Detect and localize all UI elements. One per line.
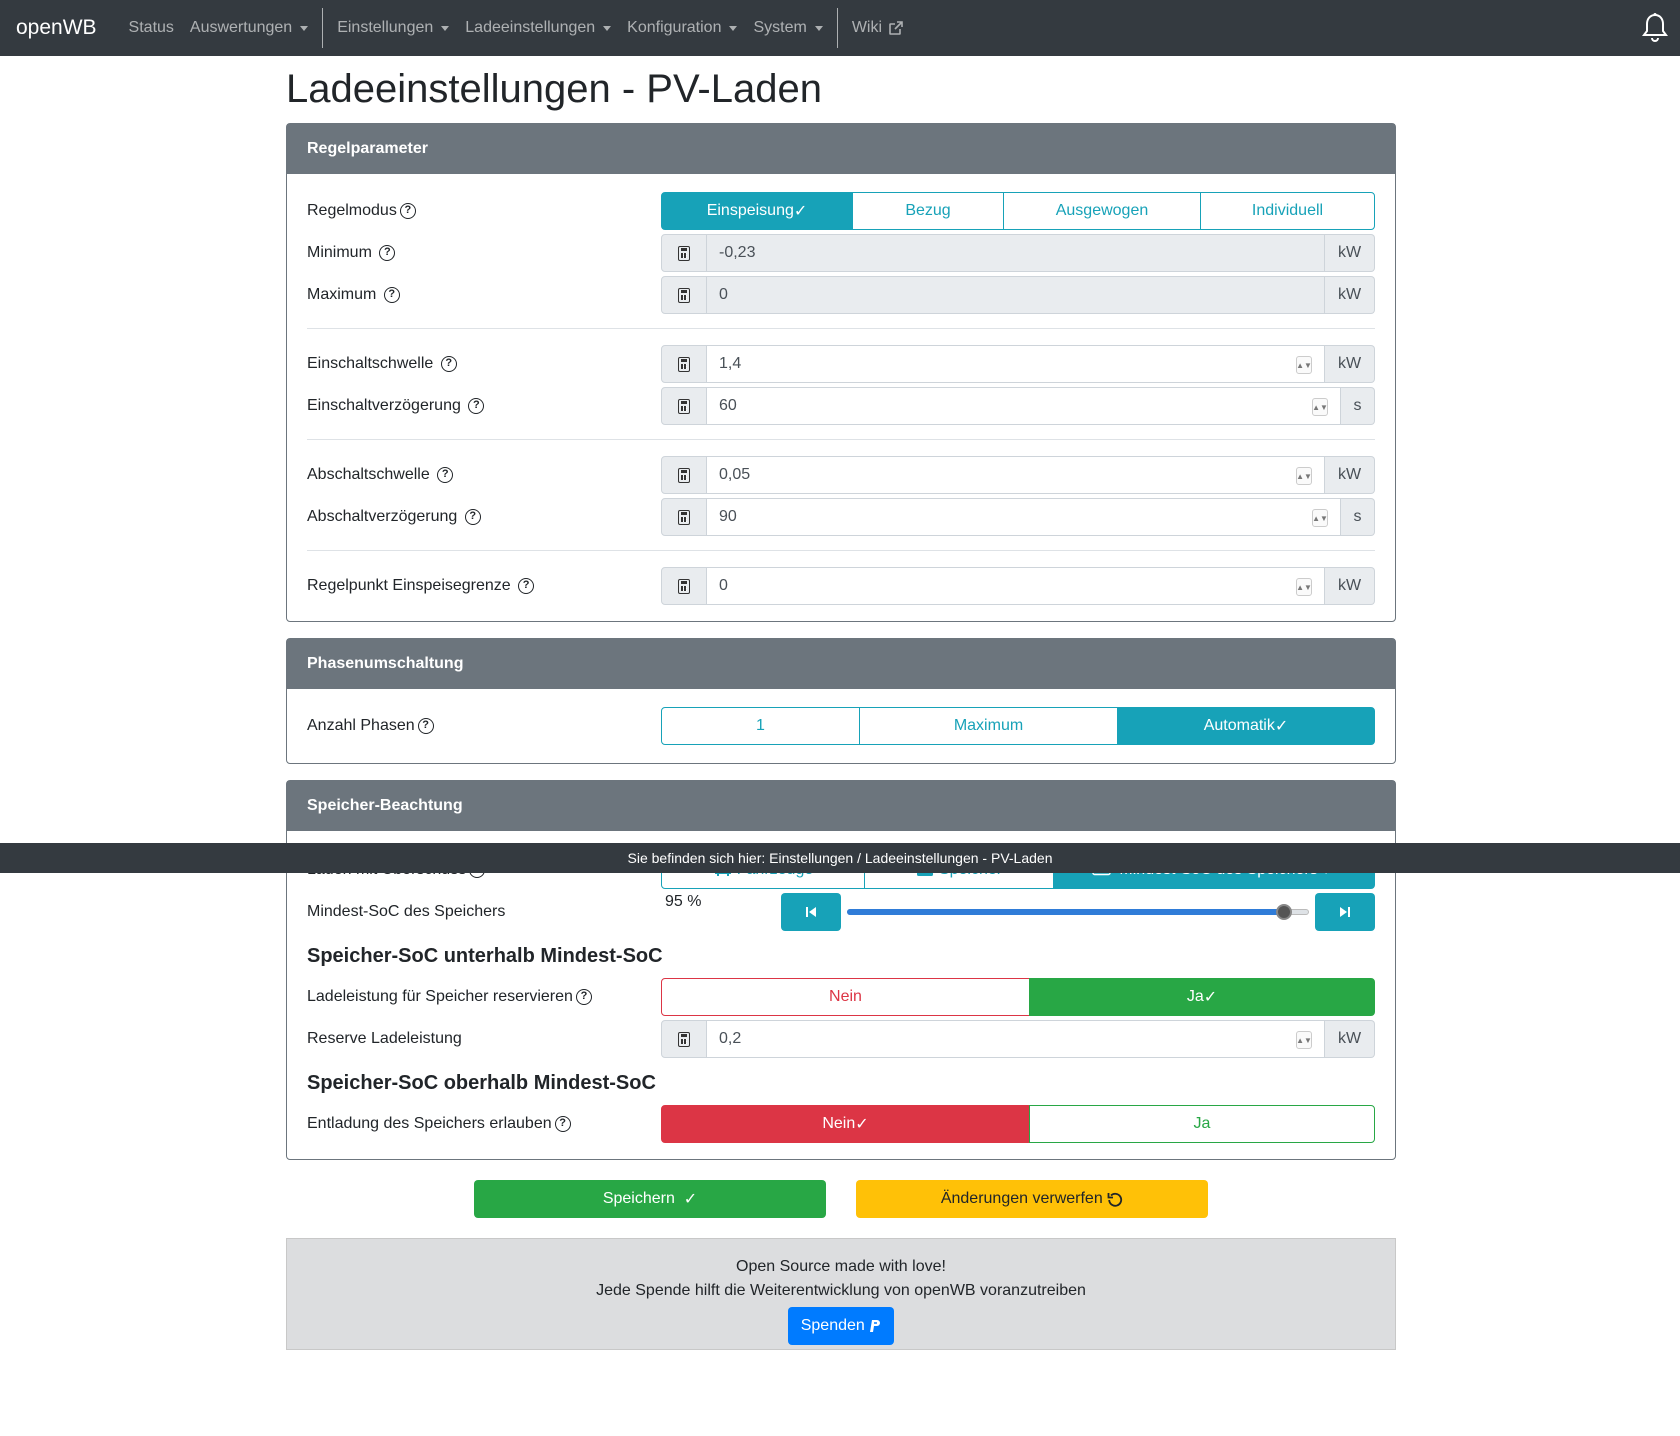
spinner-icon[interactable]: ▲▼ <box>1296 578 1312 596</box>
caret-down-icon <box>300 26 308 31</box>
help-icon[interactable]: ? <box>437 467 453 483</box>
regelmodus-einspeisung-button[interactable]: Einspeisung ✓ <box>661 192 853 230</box>
caret-down-icon <box>441 26 449 31</box>
abschaltverzoegerung-label: Abschaltverzögerung <box>307 508 458 525</box>
row-maximum <box>307 276 1375 314</box>
help-icon[interactable]: ? <box>418 718 434 734</box>
regelmodus-bezug-button[interactable]: Bezug <box>852 192 1004 230</box>
check-icon: ✓ <box>1274 718 1289 735</box>
row-reservieren <box>307 978 1375 1016</box>
row-einschaltverzoegerung <box>307 387 1375 425</box>
calculator-icon <box>661 387 707 425</box>
footer-line1: Open Source made with love! <box>736 1258 946 1275</box>
calculator-icon <box>661 1020 707 1058</box>
card-phasenumschaltung <box>286 638 1396 764</box>
mindest-soc-value: 95 % <box>665 893 702 910</box>
calculator-icon <box>661 276 707 314</box>
regelmodus-individuell-button[interactable]: Individuell <box>1200 192 1375 230</box>
card-header-regelparameter: Regelparameter <box>287 124 1395 174</box>
nav-system-label: System <box>753 19 807 36</box>
check-icon: ✓ <box>855 1116 869 1133</box>
entladung-group <box>661 1105 1375 1143</box>
reservieren-label: Ladeleistung für Speicher reservieren <box>307 988 573 1005</box>
help-icon[interactable]: ? <box>518 578 534 594</box>
unit-kw: kW <box>1325 234 1375 272</box>
row-regelpunkt <box>307 567 1375 605</box>
card-speicher <box>286 780 1396 1160</box>
phasen-1-button[interactable]: 1 <box>661 707 860 745</box>
unit-s: s <box>1341 387 1375 425</box>
help-icon[interactable]: ? <box>441 356 457 372</box>
entladung-ja-button[interactable]: Ja <box>1029 1105 1375 1143</box>
breadcrumb: Sie befinden sich hier: Einstellungen / Ladeeinstellungen - PV-Laden <box>0 843 1680 873</box>
unit-kw: kW <box>1325 567 1375 605</box>
nav-einstellungen-label: Einstellungen <box>337 19 434 36</box>
donate-button[interactable]: Spenden <box>788 1307 894 1345</box>
regelpunkt-label: Regelpunkt Einspeisegrenze <box>307 577 511 594</box>
abschaltschwelle-input[interactable]: 0,05 ▲▼ <box>707 456 1325 494</box>
skip-start-button[interactable] <box>781 893 841 931</box>
einschaltverzoegerung-input[interactable]: 60 ▲▼ <box>707 387 1341 425</box>
undo-icon <box>1107 1191 1123 1207</box>
discard-button[interactable]: Änderungen verwerfen <box>856 1180 1208 1218</box>
spinner-icon[interactable]: ▲▼ <box>1296 467 1312 485</box>
unit-s: s <box>1341 498 1375 536</box>
unterhalb-heading: Speicher-SoC unterhalb Mindest-SoC <box>307 945 663 967</box>
slider-thumb[interactable] <box>1276 904 1292 920</box>
help-icon[interactable]: ? <box>384 287 400 303</box>
divider <box>307 439 1375 440</box>
caret-down-icon <box>815 26 823 31</box>
row-reserve <box>307 1020 1375 1058</box>
reservieren-ja-button[interactable]: Ja ✓ <box>1029 978 1375 1016</box>
nav-ladeeinstellungen[interactable] <box>457 0 619 56</box>
action-bar <box>286 1180 1396 1218</box>
card-regelparameter <box>286 123 1396 622</box>
divider <box>307 550 1375 551</box>
nav-auswertungen-label: Auswertungen <box>189 19 293 36</box>
regelpunkt-input[interactable]: 0 ▲▼ <box>707 567 1325 605</box>
maximum-field: 0 <box>707 276 1325 314</box>
row-abschaltverzoegerung <box>307 498 1375 536</box>
nav-status[interactable] <box>121 0 182 56</box>
nav-divider <box>837 8 838 48</box>
divider <box>307 328 1375 329</box>
spinner-icon[interactable]: ▲▼ <box>1312 509 1328 527</box>
nav-einstellungen[interactable] <box>329 0 457 56</box>
row-minimum <box>307 234 1375 272</box>
unit-kw: kW <box>1325 276 1375 314</box>
reserve-input[interactable]: 0,2 ▲▼ <box>707 1020 1325 1058</box>
help-icon[interactable]: ? <box>555 1116 571 1132</box>
check-icon: ✓ <box>683 1191 698 1208</box>
calculator-icon <box>661 567 707 605</box>
calculator-icon <box>661 498 707 536</box>
unit-kw: kW <box>1325 456 1375 494</box>
paypal-icon <box>869 1319 881 1333</box>
row-mindest-soc <box>307 893 1375 931</box>
help-icon[interactable]: ? <box>576 989 592 1005</box>
row-abschaltschwelle <box>307 456 1375 494</box>
phasen-automatik-button[interactable]: Automatik ✓ <box>1117 707 1375 745</box>
phasen-group <box>661 707 1375 745</box>
nav-auswertungen[interactable] <box>182 0 316 56</box>
skip-start-icon <box>804 905 818 919</box>
bell-icon[interactable] <box>1640 12 1670 44</box>
spinner-icon[interactable]: ▲▼ <box>1296 1031 1312 1049</box>
einschaltschwelle-label: Einschaltschwelle <box>307 355 434 372</box>
nav-wiki[interactable] <box>844 0 912 56</box>
reserve-label: Reserve Ladeleistung <box>307 1030 462 1047</box>
nav-konfiguration-label: Konfiguration <box>627 19 722 36</box>
calculator-icon <box>661 234 707 272</box>
unit-kw: kW <box>1325 345 1375 383</box>
phasen-maximum-button[interactable]: Maximum <box>859 707 1118 745</box>
abschaltverzoegerung-input[interactable]: 90 ▲▼ <box>707 498 1341 536</box>
minimum-label: Minimum <box>307 244 372 261</box>
entladung-nein-button[interactable]: Nein ✓ <box>661 1105 1030 1143</box>
nav-status-label: Status <box>128 19 174 36</box>
anzahl-phasen-label: Anzahl Phasen <box>307 717 415 734</box>
page-title: Ladeeinstellungen - PV-Laden <box>286 67 822 111</box>
nav-system[interactable] <box>745 0 830 56</box>
nav-konfiguration[interactable] <box>619 0 745 56</box>
calculator-icon <box>661 456 707 494</box>
oberhalb-heading: Speicher-SoC oberhalb Mindest-SoC <box>307 1072 656 1094</box>
card-header-phasen: Phasenumschaltung <box>287 639 1395 689</box>
spinner-icon[interactable]: ▲▼ <box>1296 356 1312 374</box>
regelmodus-ausgewogen-button[interactable]: Ausgewogen <box>1003 192 1201 230</box>
calculator-icon <box>661 345 707 383</box>
einschaltschwelle-input[interactable]: 1,4 ▲▼ <box>707 345 1325 383</box>
check-icon: ✓ <box>1203 989 1218 1006</box>
footer <box>286 1238 1396 1350</box>
help-icon[interactable]: ? <box>400 203 416 219</box>
reservieren-group <box>661 978 1375 1016</box>
einschaltverzoegerung-label: Einschaltverzögerung <box>307 397 461 414</box>
top-navbar <box>0 0 1680 56</box>
regelmodus-group <box>661 192 1375 230</box>
caret-down-icon <box>729 26 737 31</box>
mindest-soc-slider[interactable] <box>845 893 1311 931</box>
help-icon[interactable]: ? <box>379 245 395 261</box>
footer-line2: Jede Spende hilft die Weiterentwicklung von openWB voranzutreiben <box>596 1282 1086 1299</box>
nav-ladeeinstellungen-label: Ladeeinstellungen <box>465 19 596 36</box>
entladung-label: Entladung des Speichers erlauben <box>307 1115 552 1132</box>
nav-divider <box>322 8 323 48</box>
help-icon[interactable]: ? <box>468 398 484 414</box>
nav-wiki-label: Wiki <box>851 19 883 36</box>
help-icon[interactable]: ? <box>465 509 481 525</box>
minimum-field: -0,23 <box>707 234 1325 272</box>
spinner-icon[interactable]: ▲▼ <box>1312 398 1328 416</box>
row-einschaltschwelle <box>307 345 1375 383</box>
mindest-soc-label: Mindest-SoC des Speichers <box>307 903 506 920</box>
save-button[interactable]: Speichern ✓ <box>474 1180 826 1218</box>
row-regelmodus <box>307 192 1375 230</box>
card-header-speicher: Speicher-Beachtung <box>287 781 1395 831</box>
regelmodus-label: Regelmodus <box>307 202 397 219</box>
caret-down-icon <box>603 26 611 31</box>
main-content <box>286 56 1396 1350</box>
row-anzahl-phasen <box>307 707 1375 745</box>
external-link-icon <box>888 20 904 36</box>
unit-kw: kW <box>1325 1020 1375 1058</box>
brand-logo[interactable]: openWB <box>16 16 97 39</box>
abschaltschwelle-label: Abschaltschwelle <box>307 466 430 483</box>
reservieren-nein-button[interactable]: Nein <box>661 978 1030 1016</box>
skip-end-button[interactable] <box>1315 893 1375 931</box>
row-entladung <box>307 1105 1375 1143</box>
check-icon: ✓ <box>793 203 808 220</box>
skip-end-icon <box>1338 905 1352 919</box>
maximum-label: Maximum <box>307 286 377 303</box>
